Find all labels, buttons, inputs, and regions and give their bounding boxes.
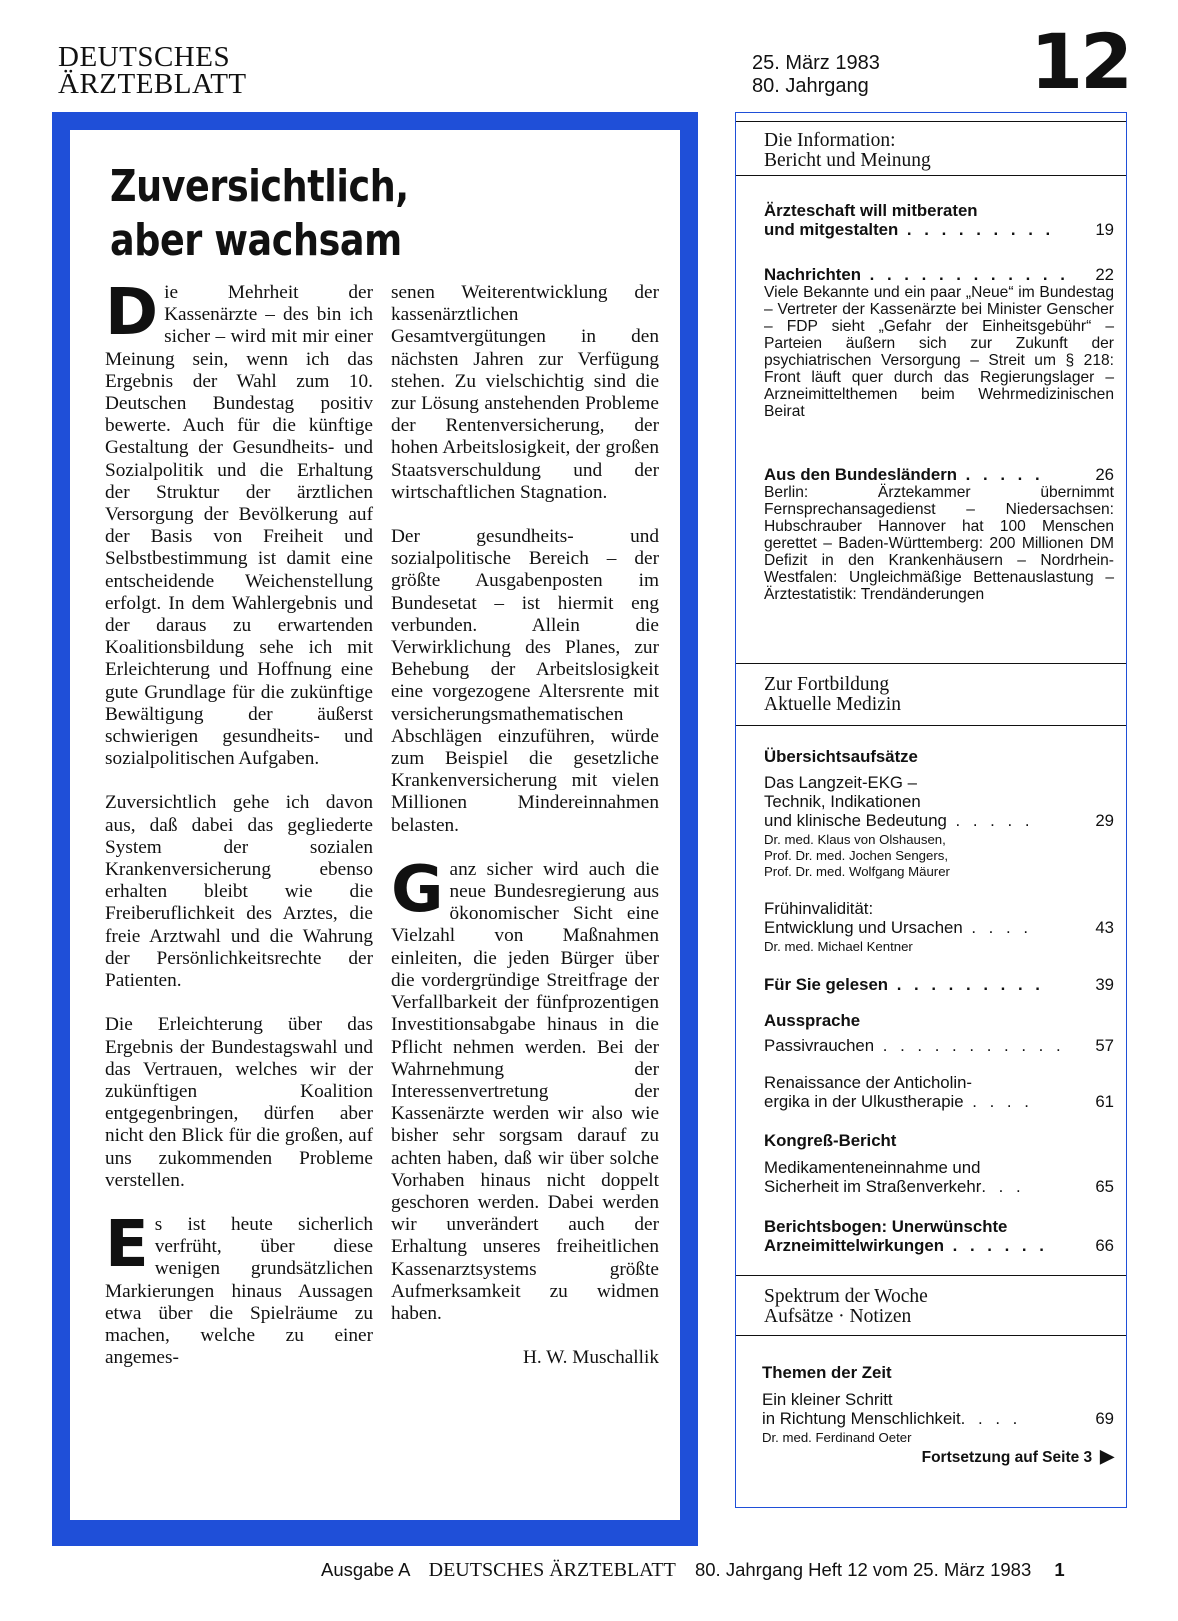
entry-author: Prof. Dr. med. Jochen Sengers, bbox=[764, 848, 948, 863]
toc-heading-aussprache: Aussprache bbox=[764, 1011, 861, 1030]
leader-dots: . . . . . . . . . . . bbox=[874, 1036, 1065, 1055]
page-number: 19 bbox=[1095, 220, 1114, 239]
paragraph-6-text: anz sicher wird auch die neue Bundesregierung aus ökonomischer Sicht eine Vielzahl von Maßnahmen einleiten, die jeden Bürger über die vordergründige Streitfrage der Verfallbarkeit der fünfprozentigen Investitionsabgabe hinaus in die Pflicht nehmen werden. Bei der Wahrnehmung der Interessenvertretung der Kassenärzte werden wir also wie bisher sehr sorgsam darauf zu achten haben, daß wir über solche Vorhaben hinaus nicht doppelt geschoren werden. Dabei werden wir unverändert auch der Erhaltung unseres freiheitlichen Kassenarztsystems größte Aufmerksamkeit zu widmen haben. bbox=[391, 858, 659, 1324]
paragraph-4-text: s ist heute sicherlich verfrüht, über diese wenigen grundsätzlichen Markierungen hinaus Aussagen etwa über die Spielräume zu machen, welche zu einer angemes- bbox=[105, 1213, 373, 1369]
leader-dots: . . . . bbox=[963, 1092, 1033, 1111]
toc-entry-langzeit-ekg[interactable] bbox=[764, 773, 1114, 880]
page-number: 61 bbox=[1095, 1092, 1114, 1111]
entry-title bbox=[764, 465, 1114, 484]
entry-title bbox=[764, 1092, 1114, 1111]
masthead-line1: DEUTSCHES bbox=[58, 41, 231, 73]
entry-author: Prof. Dr. med. Wolfgang Mäurer bbox=[764, 864, 950, 879]
section-rule bbox=[736, 175, 1126, 176]
issue-number: 12 bbox=[1030, 17, 1130, 106]
drop-cap-d: D bbox=[105, 276, 159, 350]
entry-title bbox=[762, 1409, 1114, 1428]
signature: H. W. Muschallik bbox=[522, 1347, 659, 1369]
leader-dots: . . . . bbox=[962, 918, 1032, 937]
issue-date: 25. März 1983 bbox=[752, 52, 880, 74]
toc-heading-themen: Themen der Zeit bbox=[762, 1363, 892, 1382]
paragraph-4-continued: senen Weiterentwicklung der kassenärztlichen Gesamtvergütungen in den nächsten Jahren zur Verfügung stehen. Zu vielschichtig sind die zur Lösung anstehenden Probleme der Rentenversicherung, der hohen Arbeitslosigkeit, der großen Staatsverschuldung und der wirtschaftlichen Stagnation. bbox=[391, 282, 659, 503]
entry-title: Ein kleiner Schritt bbox=[762, 1390, 893, 1409]
entry-author: Dr. med. Klaus von Olshausen, bbox=[764, 832, 946, 847]
entry-title: Das Langzeit-EKG – bbox=[764, 773, 917, 792]
play-arrow-icon: ▶ bbox=[1100, 1446, 1114, 1466]
leader-dots: . . . . bbox=[960, 1409, 1022, 1428]
drop-cap-g: G bbox=[391, 852, 444, 927]
toc-entry-passivrauchen[interactable] bbox=[764, 1036, 1114, 1055]
entry-title-text: Aus den Bundesländern bbox=[764, 465, 958, 484]
masthead bbox=[58, 41, 247, 100]
leader-dots: . . . . . . . . . bbox=[898, 220, 1055, 239]
section-title-fortbildung bbox=[764, 675, 901, 715]
entry-title: Ärzteschaft will mitberaten bbox=[764, 201, 978, 220]
drop-cap-e: E bbox=[105, 1207, 149, 1282]
leader-dots: . . . . . . . . . bbox=[888, 975, 1044, 994]
page-number: 22 bbox=[1095, 265, 1114, 284]
entry-title: Technik, Indikationen bbox=[764, 792, 921, 811]
toc-heading-kongress: Kongreß-Bericht bbox=[764, 1131, 897, 1150]
entry-title bbox=[764, 811, 1114, 830]
page-number: 29 bbox=[1095, 811, 1114, 830]
entry-title-text: Arzneimittelwirkungen bbox=[764, 1236, 944, 1255]
section-title-line: Spektrum der Woche bbox=[764, 1286, 928, 1307]
page-number: 43 bbox=[1095, 918, 1114, 937]
entry-title-text: Passivrauchen bbox=[764, 1036, 875, 1055]
entry-author: Dr. med. Ferdinand Oeter bbox=[762, 1430, 912, 1445]
toc-entry-bundeslaender[interactable] bbox=[764, 465, 1114, 603]
entry-title-text: und mitgestalten bbox=[764, 220, 899, 239]
page-number: 65 bbox=[1095, 1177, 1114, 1196]
paragraph-6 bbox=[391, 852, 659, 1325]
toc-entry-anticholinergika[interactable] bbox=[764, 1073, 1114, 1111]
section-title-line: Aktuelle Medizin bbox=[764, 694, 902, 715]
toc-entry-nachrichten[interactable] bbox=[764, 265, 1114, 420]
page-number: 66 bbox=[1095, 1236, 1114, 1255]
footer-publication: DEUTSCHES ÄRZTEBLATT bbox=[428, 1559, 676, 1581]
section-rule bbox=[736, 1335, 1126, 1336]
entry-title-text: und klinische Bedeutung bbox=[764, 811, 947, 830]
paragraph-2: Zuversichtlich gehe ich davon aus, daß dabei das gegliederte System der sozialen Krankenversicherung ebenso erhalten bleibt wie die Freiberuflichkeit des Arztes, die freie Arztwahl und die Wahrung der Persönlichkeitsrechte der Patienten. bbox=[105, 792, 373, 992]
continue-text: Fortsetzung auf Seite 3 bbox=[921, 1449, 1093, 1466]
editorial-column-1 bbox=[105, 276, 373, 1391]
leader-dots: . . . . . . bbox=[943, 1236, 1048, 1255]
entry-title bbox=[764, 220, 1114, 239]
headline-line1: Zuversichtlich, bbox=[110, 161, 409, 212]
section-rule bbox=[736, 1275, 1126, 1276]
entry-author: Dr. med. Michael Kentner bbox=[764, 939, 913, 954]
toc-entry-fruehinvaliditaet[interactable] bbox=[764, 899, 1114, 955]
table-of-contents bbox=[735, 112, 1127, 1508]
section-title-line: Zur Fortbildung bbox=[764, 674, 890, 695]
entry-title-text: Sicherheit im Straßenverkehr bbox=[764, 1177, 982, 1196]
leader-dots: . . . . . bbox=[957, 465, 1044, 484]
issue-meta bbox=[752, 52, 880, 98]
toc-top-rule bbox=[736, 121, 1126, 122]
section-rule bbox=[736, 663, 1126, 664]
footer-info: 80. Jahrgang Heft 12 vom 25. März 1983 bbox=[694, 1559, 1032, 1580]
editorial-headline bbox=[110, 160, 409, 268]
footer bbox=[321, 1559, 1065, 1582]
entry-title bbox=[764, 1036, 1114, 1055]
paragraph-3: Die Erleichterung über das Ergebnis der Bundestagswahl und das Vertrauen, welches wir der zukünftigen Koalition entgegenbringen, dürfen aber nicht den Blick für die großen, auf uns zukommenden Probleme verstellen. bbox=[105, 1014, 373, 1191]
section-title-line: Aufsätze · Notizen bbox=[764, 1306, 912, 1327]
entry-title: Berichtsbogen: Unerwünschte bbox=[764, 1217, 1008, 1236]
toc-heading-uebersicht: Übersichtsaufsätze bbox=[764, 747, 918, 766]
entry-title: Medikamenteneinnahme und bbox=[764, 1158, 981, 1177]
section-rule bbox=[736, 725, 1126, 726]
section-title-information bbox=[764, 131, 931, 171]
editorial-inner bbox=[70, 130, 680, 1520]
entry-description: Viele Bekannte und ein paar „Neue“ im Bundestag – Vertreter der Kassenärzte bei Minister Genscher – FDP sieht „Gefahr der Einheitsgebühr“ – Parteien äußern sich zur Zukunft der psychiatrischen Versorgung – Streit um § 218: Front läuft quer durch das Regierungslager – Arzneimittelthemen beim Wehrmedizinischen Beirat bbox=[764, 284, 1114, 420]
entry-title bbox=[764, 1236, 1114, 1255]
page-number: 26 bbox=[1095, 465, 1114, 484]
section-title-spektrum bbox=[764, 1287, 928, 1327]
entry-title bbox=[764, 918, 1114, 937]
leader-dots: . . . bbox=[981, 1177, 1025, 1196]
section-title-line: Bericht und Meinung bbox=[764, 150, 931, 171]
leader-dots: . . . . . bbox=[946, 811, 1034, 830]
toc-entry-aerzteschaft[interactable] bbox=[764, 201, 1114, 239]
entry-title-text: Entwicklung und Ursachen bbox=[764, 918, 963, 937]
editorial-column-2 bbox=[391, 282, 659, 1391]
footer-edition: Ausgabe A bbox=[321, 1559, 410, 1580]
entry-title bbox=[764, 1177, 1114, 1196]
entry-description: Berlin: Ärztekammer übernimmt Fernsprechansagedienst – Niedersachsen: Hubschrauber Hannover hat 100 Menschen gerettet – Baden-Württemberg: 200 Millionen DM Defizit in den Krankenhäusern – Nordrhein-Westfalen: Ungleichmäßige Bettenauslastung – Ärztestatistik: Trendänderungen bbox=[764, 484, 1114, 603]
toc-entry-berichtsbogen[interactable] bbox=[764, 1217, 1114, 1255]
section-title-line: Die Information: bbox=[764, 130, 896, 151]
entry-title-text: Für Sie gelesen bbox=[764, 975, 889, 994]
masthead-line2: ÄRZTEBLATT bbox=[58, 68, 247, 100]
page-number: 39 bbox=[1095, 975, 1114, 994]
paragraph-1 bbox=[105, 276, 373, 770]
entry-title-text: in Richtung Menschlichkeit bbox=[762, 1409, 961, 1428]
paragraph-1-text: ie Mehrheit der Kassenärzte – des bin ich sicher – wird mit mir einer Meinung sein, wenn ich das Ergebnis der Wahl zum 10. Deutschen Bundestag positiv bewerte. Auch für die künftige Gestaltung der Gesundheits- und Sozialpolitik und die Erhaltung der Struktur der ärztlichen Versorgung der Bevölkerung auf der Basis von Freiheit und Selbstbestimmung ist damit eine entscheidende Weichenstellung erfolgt. In dem Wahlergebnis und der daraus zu erwartenden Koalitionsbildung sehe ich mit Erleichterung und Hoffnung eine gute Grundlage für die zukünftige Bewältigung der äußerst schwierigen gesundheits- und sozialpolitischen Aufgaben. bbox=[105, 282, 373, 770]
toc-entry-medikamente[interactable] bbox=[764, 1158, 1114, 1196]
toc-entry-fuer-sie-gelesen[interactable] bbox=[764, 975, 1114, 994]
page-number: 57 bbox=[1095, 1036, 1114, 1055]
entry-title bbox=[764, 975, 1114, 994]
page-number: 69 bbox=[1095, 1409, 1114, 1428]
editorial-frame bbox=[52, 112, 698, 1546]
issue-volume: 80. Jahrgang bbox=[752, 75, 869, 97]
entry-title bbox=[764, 265, 1114, 284]
entry-title: Frühinvalidität: bbox=[764, 899, 874, 918]
entry-title: Renaissance der Anticholin- bbox=[764, 1073, 973, 1092]
entry-title-text: Nachrichten bbox=[764, 265, 861, 284]
toc-entry-menschlichkeit[interactable] bbox=[762, 1390, 1114, 1446]
entry-title-text: ergika in der Ulkustherapie bbox=[764, 1092, 964, 1111]
leader-dots: . . . . . . . . . . . . bbox=[860, 265, 1069, 284]
footer-page-number: 1 bbox=[1054, 1559, 1065, 1580]
headline-line2: aber wachsam bbox=[110, 215, 402, 266]
continue-link[interactable] bbox=[922, 1446, 1114, 1467]
paragraph-4 bbox=[105, 1207, 373, 1369]
paragraph-5: Der gesundheits- und sozialpolitische Bereich – der größte Ausgabenposten im Bundesetat – ist hiermit eng verbunden. Allein die Verwirklichung des Planes, zur Behebung der Arbeitslosigkeit eine vorgezogene Altersrente mit versicherungsmathematischen Abschlägen einzuführen, würde zum Beispiel die gesetzliche Krankenversicherung mit vielen Millionen Mindereinnahmen belasten. bbox=[391, 526, 659, 836]
